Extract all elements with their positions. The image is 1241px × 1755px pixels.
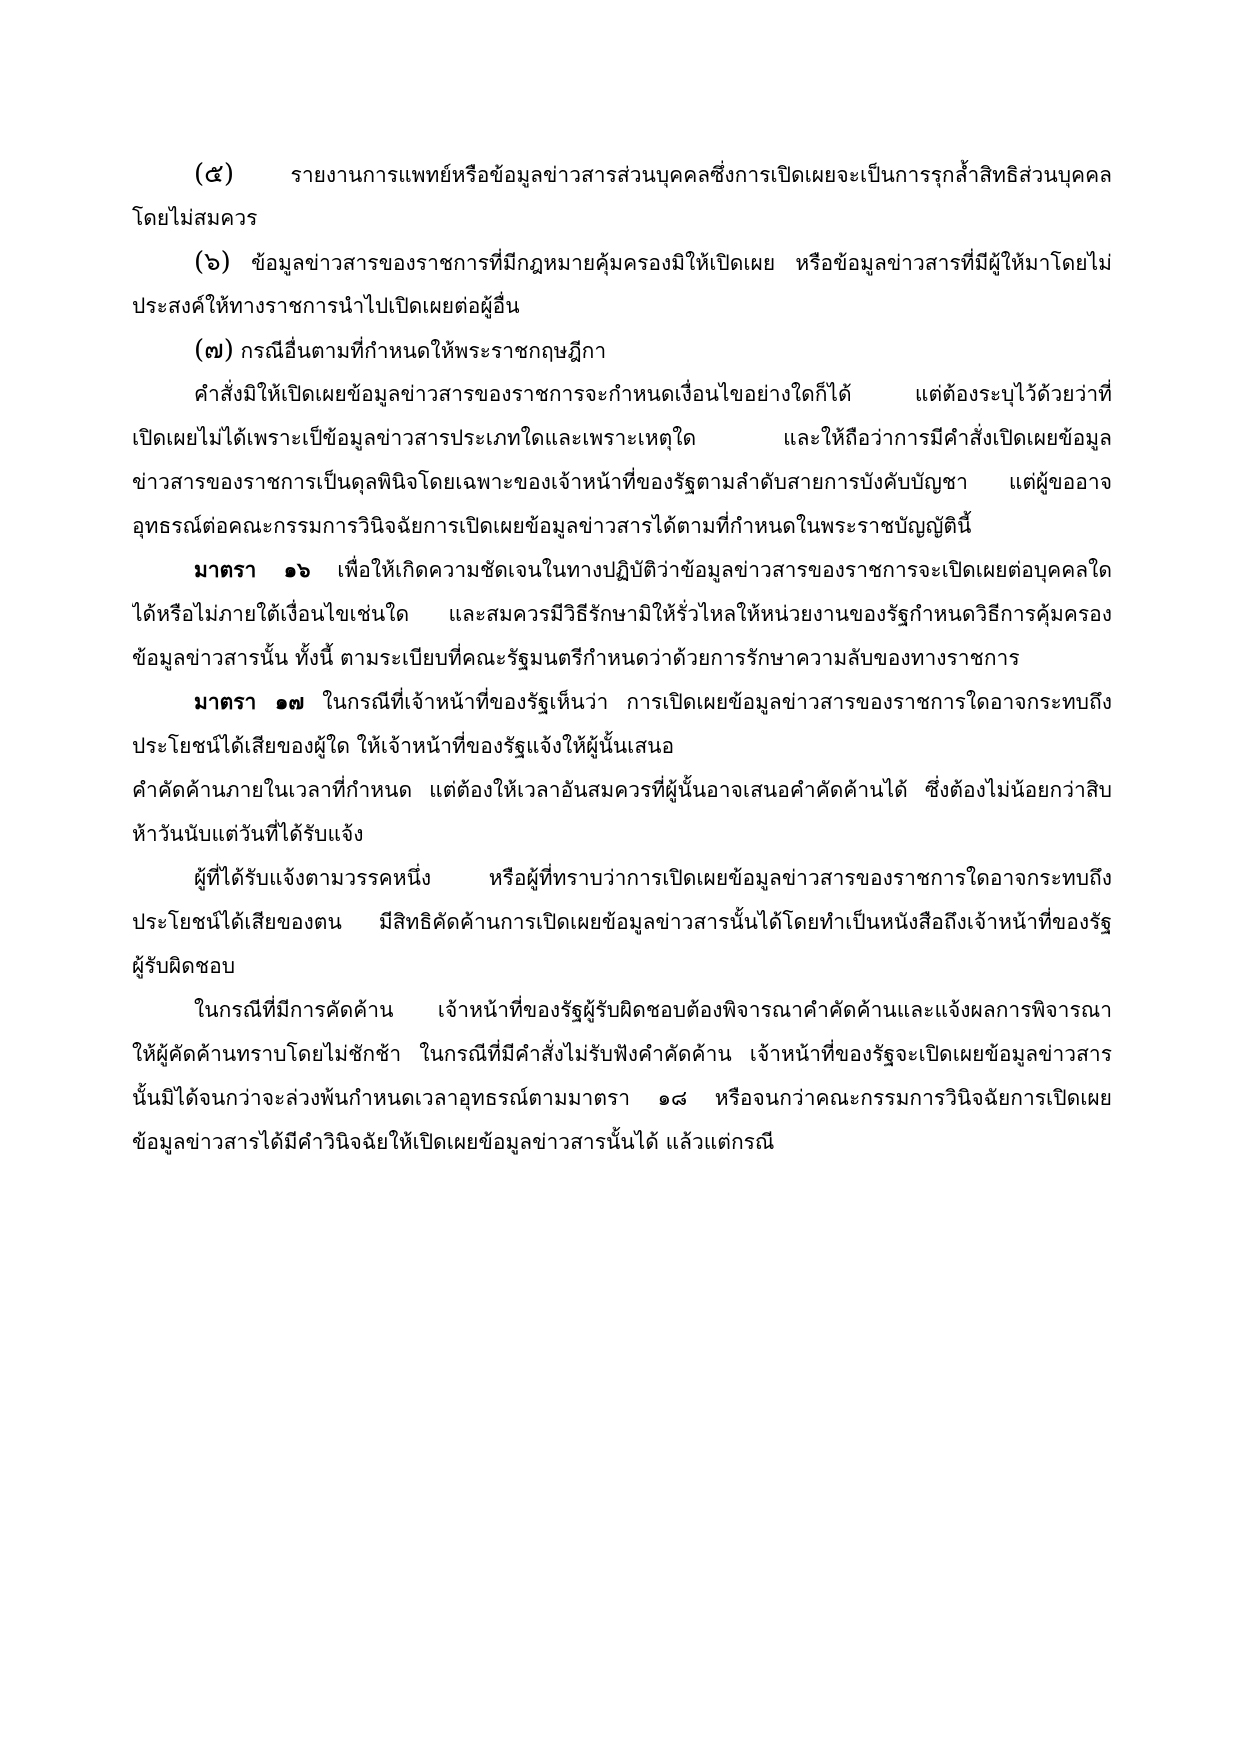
objection-para-line-3 (132, 1076, 1112, 1120)
section-16-line-2 (132, 592, 1112, 636)
order-para-line-1 (132, 372, 1112, 416)
section-17-line-3 (132, 768, 1112, 812)
order-para-text-3: ข่าวสารของราชการเป็นดุลพินิจโดยเฉพาะของเจ้าหน้าที่ของรัฐตามลำดับสายการบังคับบัญชา แต่ผู้ขออาจ (132, 470, 1112, 494)
section-17-line-1 (132, 680, 1112, 724)
item-7-number: (๗) (194, 335, 234, 365)
order-para-text-4: อุทธรณ์ต่อคณะกรรมการวินิจฉัยการเปิดเผยข้อมูลข่าวสารได้ตามที่กำหนดในพระราชบัญญัตินี้ (132, 514, 972, 538)
objection-para-line-1 (132, 988, 1112, 1032)
section-17-text-3: คำคัดค้านภายในเวลาที่กำหนด แต่ต้องให้เวลาอันสมควรที่ผู้นั้นอาจเสนอคำคัดค้านได้ ซึ่งต้องไม่น้อยกว่าสิบ (132, 778, 1112, 802)
document-page (132, 152, 1112, 1164)
objection-para-line-2 (132, 1032, 1112, 1076)
section-17-line-2 (132, 724, 1112, 768)
section-16-label: มาตรา ๑๖ (194, 558, 311, 582)
section-17-text-1: ในกรณีที่เจ้าหน้าที่ของรัฐเห็นว่า การเปิดเผยข้อมูลข่าวสารของราชการใดอาจกระทบถึง (322, 690, 1112, 714)
item-6-text-1: ข้อมูลข่าวสารของราชการที่มีกฎหมายคุ้มครองมิให้เปิดเผย หรือข้อมูลข่าวสารที่มีผู้ให้มาโดยไม่ (251, 251, 1112, 275)
order-para-line-4 (132, 504, 1112, 548)
section-16-text-2: ได้หรือไม่ภายใต้เงื่อนไขเช่นใด และสมควรมีวิธีรักษามิให้รั่วไหลให้หน่วยงานของรัฐกำหนดวิธีการคุ้มครอง (132, 602, 1112, 626)
order-para-line-2 (132, 416, 1112, 460)
notified-para-text-1: ผู้ที่ได้รับแจ้งตามวรรคหนึ่ง หรือผู้ที่ทราบว่าการเปิดเผยข้อมูลข่าวสารของราชการใดอาจกระทบถึง (194, 866, 1112, 890)
item-5-line-2 (132, 196, 1112, 240)
objection-para-line-4 (132, 1120, 1112, 1164)
item-6-line-1 (132, 240, 1112, 284)
order-para-text-1: คำสั่งมิให้เปิดเผยข้อมูลข่าวสารของราชการจะกำหนดเงื่อนไขอย่างใดก็ได้ แต่ต้องระบุไว้ด้วยว่าที่ (194, 382, 1112, 406)
objection-para-text-1: ในกรณีที่มีการคัดค้าน เจ้าหน้าที่ของรัฐผู้รับผิดชอบต้องพิจารณาคำคัดค้านและแจ้งผลการพิจารณา (194, 998, 1112, 1022)
item-6-text-2: ประสงค์ให้ทางราชการนำไปเปิดเผยต่อผู้อื่น (132, 294, 520, 318)
section-16-text-1: เพื่อให้เกิดความชัดเจนในทางปฏิบัติว่าข้อมูลข่าวสารของราชการจะเปิดเผยต่อบุคคลใด (337, 558, 1112, 582)
item-7-text-1: กรณีอื่นตามที่กำหนดให้พระราชกฤษฎีกา (240, 339, 607, 363)
item-6-line-2 (132, 284, 1112, 328)
item-5-text-2: โดยไม่สมควร (132, 206, 258, 230)
objection-para-text-3: นั้นมิได้จนกว่าจะล่วงพ้นกำหนดเวลาอุทธรณ์ตามมาตรา ๑๘ หรือจนกว่าคณะกรรมการวินิจฉัยการเปิดเผย (132, 1086, 1112, 1110)
order-para-line-3 (132, 460, 1112, 504)
item-5-number: (๕) (194, 159, 234, 189)
item-5-line-1 (132, 152, 1112, 196)
section-16-line-1 (132, 548, 1112, 592)
notified-para-text-2: ประโยชน์ได้เสียของตน มีสิทธิคัดค้านการเปิดเผยข้อมูลข่าวสารนั้นได้โดยทำเป็นหนังสือถึงเจ้าหน้าที่ของรัฐ (132, 910, 1112, 934)
objection-para-text-2: ให้ผู้คัดค้านทราบโดยไม่ชักช้า ในกรณีที่มีคำสั่งไม่รับฟังคำคัดค้าน เจ้าหน้าที่ของรัฐจะเปิดเผยข้อมูลข่าวสาร (132, 1042, 1112, 1066)
notified-para-line-1 (132, 856, 1112, 900)
section-17-label: มาตรา ๑๗ (194, 690, 305, 714)
item-6-number: (๖) (194, 247, 231, 277)
section-16-text-3: ข้อมูลข่าวสารนั้น ทั้งนี้ ตามระเบียบที่คณะรัฐมนตรีกำหนดว่าด้วยการรักษาความลับของทางราชการ (132, 646, 1020, 670)
notified-para-line-2 (132, 900, 1112, 944)
section-17-line-4 (132, 812, 1112, 856)
item-7-line-1 (132, 328, 1112, 372)
section-17-text-2: ประโยชน์ได้เสียของผู้ใด ให้เจ้าหน้าที่ของรัฐแจ้งให้ผู้นั้นเสนอ (132, 734, 675, 758)
section-16-line-3 (132, 636, 1112, 680)
notified-para-text-3: ผู้รับผิดชอบ (132, 954, 236, 978)
order-para-text-2: เปิดเผยไม่ได้เพราะเป็ข้อมูลข่าวสารประเภทใดและเพราะเหตุใด และให้ถือว่าการมีคำสั่งเปิดเผยข้อมูล (132, 426, 1112, 450)
section-17-text-4: ห้าวันนับแต่วันที่ได้รับแจ้ง (132, 822, 364, 846)
item-5-text-1: รายงานการแพทย์หรือข้อมูลข่าวสารส่วนบุคคลซึ่งการเปิดเผยจะเป็นการรุกล้ำสิทธิส่วนบุคคล (290, 163, 1112, 187)
objection-para-text-4: ข้อมูลข่าวสารได้มีคำวินิจฉัยให้เปิดเผยข้อมูลข่าวสารนั้นได้ แล้วแต่กรณี (132, 1130, 775, 1154)
notified-para-line-3 (132, 944, 1112, 988)
